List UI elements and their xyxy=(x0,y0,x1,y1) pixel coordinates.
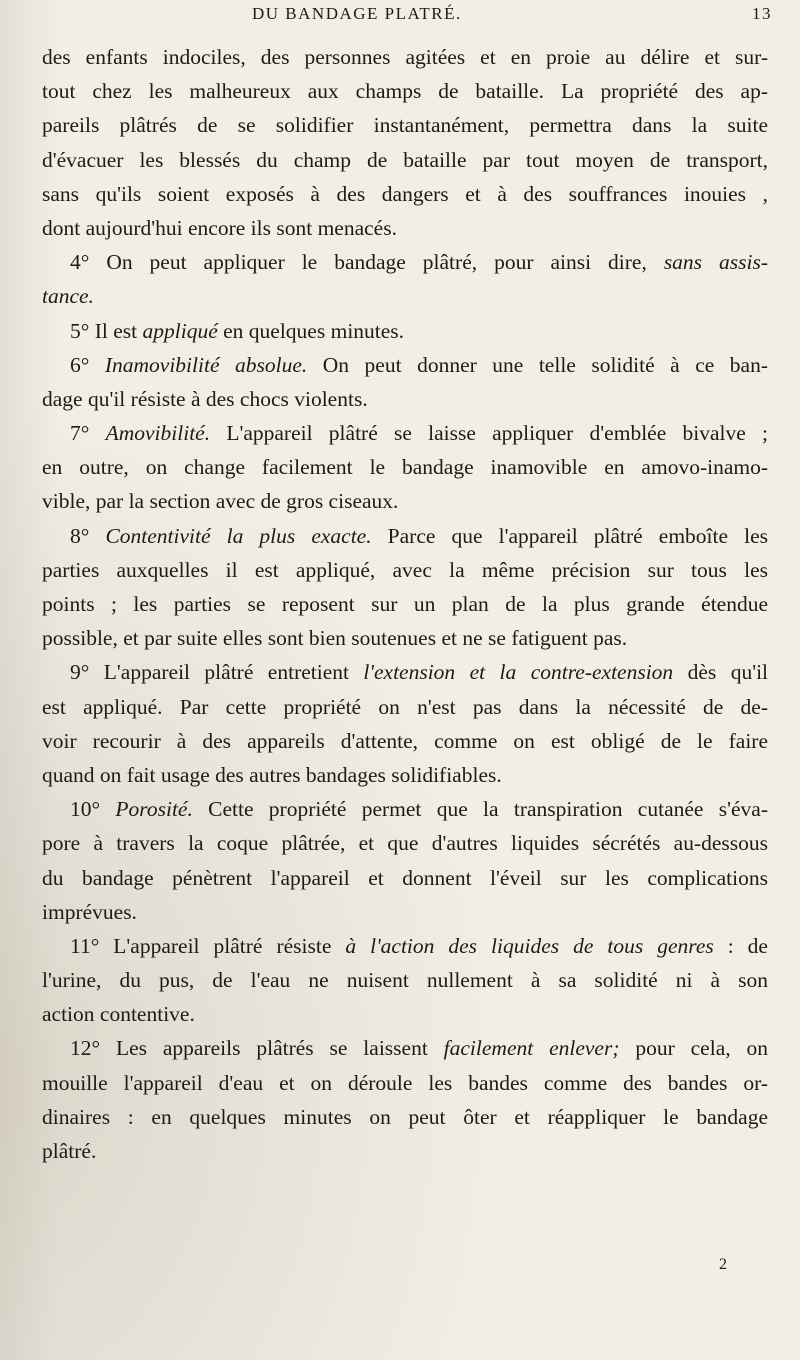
text-run: pore à travers la coque plâtrée, et que d'autres liquides sécrétés au-dessous xyxy=(42,831,768,856)
text-run: dont aujourd'hui encore ils sont menacés. xyxy=(42,215,397,240)
text-run: dès qu'il xyxy=(673,660,769,685)
text-run: 6° xyxy=(70,352,105,377)
body-text xyxy=(42,40,768,1168)
text-run: mouille l'appareil d'eau et on déroule les bandes comme des bandes or- xyxy=(42,1070,768,1095)
italic-run: facilement enlever; xyxy=(443,1036,620,1061)
text-line xyxy=(42,621,768,655)
text-run: vible, par la section avec de gros ciseaux. xyxy=(42,489,399,514)
text-run: l'urine, du pus, de l'eau ne nuisent nullement à sa solidité ni à son xyxy=(42,968,768,993)
text-line xyxy=(42,314,768,348)
text-run: 10° xyxy=(70,797,116,822)
text-run: parties auxquelles il est appliqué, avec la même précision sur tous les xyxy=(42,557,768,582)
text-run: pareils plâtrés de se solidifier instantanément, permettra dans la suite xyxy=(42,113,768,138)
italic-run: Inamovibilité absolue. xyxy=(104,352,308,377)
italic-run: appliqué xyxy=(142,318,218,343)
text-run: en outre, on change facilement le bandage inamovible en amovo-inamo- xyxy=(42,455,768,480)
text-line xyxy=(42,997,768,1031)
text-run: 9° L'appareil plâtré entretient xyxy=(70,660,364,685)
text-line xyxy=(42,143,768,177)
signature-mark: 2 xyxy=(719,1256,727,1273)
italic-run: l'extension et la contre-extension xyxy=(363,660,674,685)
text-run: quand on fait usage des autres bandages solidifiables. xyxy=(42,762,502,787)
text-run: points ; les parties se reposent sur un plan de la plus grande étendue xyxy=(42,592,768,616)
italic-run: Porosité. xyxy=(115,797,193,822)
text-run: Parce que l'appareil plâtré emboîte les xyxy=(371,523,769,548)
page-number: 13 xyxy=(752,4,772,23)
text-line xyxy=(42,1066,768,1100)
text-line xyxy=(42,655,768,689)
text-run: en quelques minutes. xyxy=(217,318,405,343)
text-run: plâtré. xyxy=(42,1139,97,1163)
text-run: 12° Les appareils plâtrés se laissent xyxy=(70,1036,444,1061)
running-title: DU BANDAGE PLATRÉ. xyxy=(252,4,462,23)
text-line xyxy=(42,724,768,758)
text-run: dinaires : en quelques minutes on peut ôter et réappliquer le bandage xyxy=(42,1104,768,1129)
text-run: 5° Il est xyxy=(70,318,143,343)
text-run: 11° L'appareil plâtré résiste xyxy=(70,933,346,958)
text-line xyxy=(42,1100,768,1134)
text-line xyxy=(42,177,768,211)
text-line xyxy=(42,895,768,929)
text-line xyxy=(42,553,768,587)
text-run: L'appareil plâtré se laisse appliquer d'emblée bivalve ; xyxy=(210,421,768,446)
running-head xyxy=(252,4,772,30)
text-line xyxy=(42,758,768,792)
text-run: Cette propriété permet que la transpiration cutanée s'éva- xyxy=(192,797,768,822)
text-run: 7° xyxy=(70,421,106,446)
text-line xyxy=(42,519,768,553)
text-run: du bandage pénètrent l'appareil et donnent l'éveil sur les complications xyxy=(42,865,768,890)
text-line xyxy=(42,1134,768,1168)
text-line xyxy=(42,382,768,416)
text-run: action contentive. xyxy=(42,1002,195,1027)
text-run: dage qu'il résiste à des chocs violents. xyxy=(42,386,368,411)
text-run: tout chez les malheureux aux champs de bataille. La propriété des ap- xyxy=(42,79,768,104)
text-line xyxy=(42,108,768,142)
text-line xyxy=(42,450,768,484)
text-line xyxy=(42,348,768,382)
text-line xyxy=(42,587,768,621)
text-line xyxy=(42,484,768,518)
text-line xyxy=(42,690,768,724)
text-line xyxy=(42,963,768,997)
text-line xyxy=(42,279,768,313)
text-run: pour cela, on xyxy=(619,1036,768,1061)
text-line xyxy=(42,416,768,450)
text-run: 4° On peut appliquer le bandage plâtré, pour ainsi dire, xyxy=(70,250,664,275)
italic-run: sans assis- xyxy=(663,250,768,275)
italic-run: à l'action des liquides de tous genres xyxy=(345,933,714,958)
text-line xyxy=(42,245,768,279)
text-run: est appliqué. Par cette propriété on n'est pas dans la nécessité de de- xyxy=(42,694,768,719)
italic-run: tance. xyxy=(42,284,94,309)
text-run: possible, et par suite elles sont bien soutenues et ne se fatiguent pas. xyxy=(42,626,628,651)
italic-run: Contentivité la plus exacte. xyxy=(105,523,372,548)
text-line xyxy=(42,861,768,895)
text-line xyxy=(42,929,768,963)
text-run: imprévues. xyxy=(42,899,137,924)
text-line xyxy=(42,1031,768,1065)
text-run: sans qu'ils soient exposés à des dangers et à des souffrances inouies , xyxy=(42,181,768,206)
text-line xyxy=(42,826,768,860)
text-line xyxy=(42,792,768,826)
text-run: voir recourir à des appareils d'attente, comme on est obligé de le faire xyxy=(42,728,768,753)
text-run: 8° xyxy=(70,523,106,548)
text-run: : de xyxy=(713,933,768,958)
text-run: des enfants indociles, des personnes agitées et en proie au délire et sur- xyxy=(42,45,768,69)
italic-run: Amovibilité. xyxy=(105,421,211,446)
text-line xyxy=(42,40,768,74)
text-line xyxy=(42,74,768,108)
text-run: d'évacuer les blessés du champ de bataille par tout moyen de transport, xyxy=(42,147,768,172)
text-run: On peut donner une telle solidité à ce ban- xyxy=(307,352,768,377)
text-line xyxy=(42,211,768,245)
